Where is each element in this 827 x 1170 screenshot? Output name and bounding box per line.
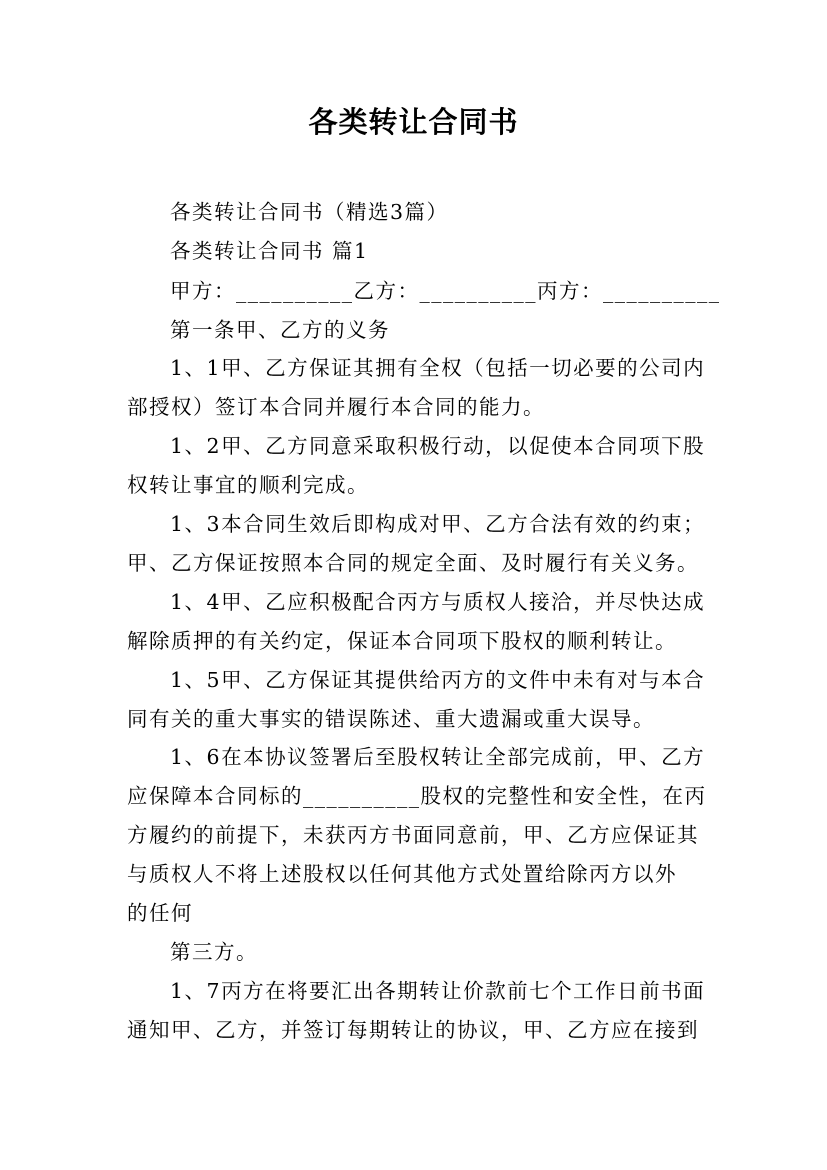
text-line: 应保障本合同标的__________股权的完整性和安全性，在丙 [127,784,707,808]
text-line: 1、3本合同生效后即构成对甲、乙方合法有效的约束； [170,512,706,536]
text-line: 方履约的前提下，未获丙方书面同意前，甲、乙方应保证其 [127,823,699,847]
text-line: 1、1甲、乙方保证其拥有全权（包括一切必要的公司内 [170,356,706,380]
text-line: 权转让事宜的顺利完成。 [127,473,369,497]
text-line: 1、5甲、乙方保证其提供给丙方的文件中未有对与本合 [170,668,706,692]
text-line: 部授权）签订本合同并履行本合同的能力。 [127,395,545,419]
text-line: 解除质押的有关约定，保证本合同项下股权的顺利转让。 [127,629,677,653]
text-line: 通知甲、乙方，并签订每期转让的协议，甲、乙方应在接到 [127,1018,699,1042]
text-line: 1、6在本协议签署后至股权转让全部完成前，甲、乙方 [170,745,706,769]
text-line: 同有关的重大事实的错误陈述、重大遗漏或重大误导。 [127,707,655,731]
text-line: 甲方：__________乙方：__________丙方：__________ [170,279,721,303]
text-line: 1、2甲、乙方同意采取积极行动，以促使本合同项下股 [170,434,706,458]
text-line: 各类转让合同书（精选3篇） [170,200,449,224]
text-line: 各类转让合同书 篇1 [170,239,369,263]
text-line: 1、4甲、乙应积极配合丙方与质权人接洽，并尽快达成 [170,590,706,614]
text-line: 第三方。 [170,940,258,964]
text-line: 1、7丙方在将要汇出各期转让价款前七个工作日前书面 [170,979,706,1003]
text-line: 甲、乙方保证按照本合同的规定全面、及时履行有关义务。 [127,551,699,575]
text-line: 的任何 [127,901,193,925]
document-title: 各类转让合同书 [308,105,519,139]
text-line: 第一条甲、乙方的义务 [170,318,390,342]
text-line: 与质权人不将上述股权以任何其他方式处置给除丙方以外 [127,862,677,886]
